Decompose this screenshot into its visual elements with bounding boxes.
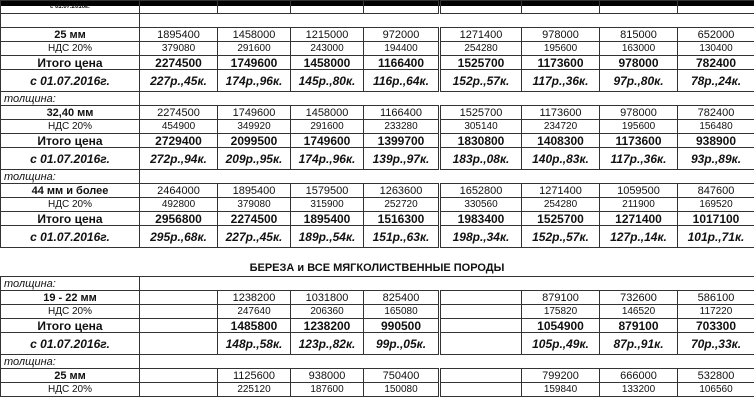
price-cell: 272р.,94к. [140,148,218,170]
table-row [1,120,754,134]
price-cell: 750400 [364,369,440,383]
price-cell: 2956800 [140,212,218,226]
table-row [1,369,754,383]
table-row [1,28,754,42]
price-cell: 315900 [291,198,364,212]
price-cell: 174р.,96к. [218,70,291,92]
row-label: с 01.07.2016г. [1,70,140,92]
price-cell: 227р.,45к. [140,70,218,92]
price-cell: 978000 [600,56,678,70]
price-cell: 1895400 [218,184,291,198]
price-cell [140,319,218,333]
price-cell: 825400 [364,291,440,305]
price-cell: 847600 [678,184,754,198]
price-cell: 254280 [440,42,522,56]
price-cell: 1271400 [440,28,522,42]
price-cell: 2274500 [140,106,218,120]
price-cell: 127р.,14к. [600,226,678,248]
price-cell: 97р.,80к. [600,70,678,92]
price-cell: 1271400 [522,184,600,198]
price-cell: 1458000 [291,56,364,70]
price-cell: 123р.,82к. [291,333,364,355]
price-cell: 174р.,96к. [291,148,364,170]
table-cell [140,14,754,28]
price-cell: 145р.,80к. [291,70,364,92]
row-label: 19 - 22 мм [1,291,140,305]
price-cell [140,369,218,383]
table-row [1,42,754,56]
price-cell: 1895400 [291,212,364,226]
table-row [1,305,754,319]
price-cell: 159840 [522,383,600,397]
price-cell: 243000 [291,42,364,56]
price-cell: 78р.,24к. [678,70,754,92]
price-cell: 1895400 [140,28,218,42]
table-cell [140,170,754,184]
price-cell: 379080 [140,42,218,56]
table-row [1,106,754,120]
price-cell: 815000 [600,28,678,42]
price-cell: 116р.,64к. [364,70,440,92]
table-row [1,148,754,170]
thickness-label: толщина: [1,277,140,291]
price-cell: 148р.,58к. [218,333,291,355]
price-cell: 291600 [218,42,291,56]
price-cell: 782400 [678,56,754,70]
price-cell: 70р.,33к. [678,333,754,355]
table-row [1,134,754,148]
price-cell: 227р.,45к. [218,226,291,248]
price-cell: 938000 [291,369,364,383]
price-cell: 1749600 [218,56,291,70]
price-cell: 117220 [678,305,754,319]
row-label: НДС 20% [1,383,140,397]
price-cell: 2464000 [140,184,218,198]
row-label: 25 мм [1,369,140,383]
table-cell [440,1,522,14]
price-cell: 163000 [600,42,678,56]
price-cell: 454900 [140,120,218,134]
price-cell: 117р.,36к. [522,70,600,92]
price-cell [440,319,522,333]
price-cell: 169520 [678,198,754,212]
price-cell: 130400 [678,42,754,56]
price-cell: 2729400 [140,134,218,148]
price-cell: 152р.,57к. [440,70,522,92]
price-table-softwood [0,276,754,397]
price-cell: 1516300 [364,212,440,226]
price-cell: 93р.,89к. [678,148,754,170]
thickness-label [1,14,140,28]
price-cell: 349920 [218,120,291,134]
price-cell: 99р.,05к. [364,333,440,355]
table-cell [140,277,754,291]
price-cell: 165080 [364,305,440,319]
price-cell: 1525700 [440,56,522,70]
price-cell [440,369,522,383]
table-cell [291,1,364,14]
table-cell [364,1,440,14]
price-cell: 1749600 [218,106,291,120]
price-cell: 379080 [218,198,291,212]
table-cell [140,92,754,106]
price-cell: 2274500 [218,212,291,226]
price-cell: 666000 [600,369,678,383]
price-cell: 2274500 [140,56,218,70]
price-cell: 106560 [678,383,754,397]
price-cell: 1525700 [440,106,522,120]
price-cell: 252720 [364,198,440,212]
price-cell: 1031800 [291,291,364,305]
price-cell [440,305,522,319]
price-cell: 1059500 [600,184,678,198]
table-row [1,291,754,305]
thickness-label: толщина: [1,170,140,184]
table-cell [140,1,218,14]
price-cell: 295р.,68к. [140,226,218,248]
price-cell: 206360 [291,305,364,319]
price-cell: 972000 [364,28,440,42]
row-label: НДС 20% [1,120,140,134]
table-row [1,14,754,28]
price-cell: 1017100 [678,212,754,226]
price-cell: 156480 [678,120,754,134]
price-cell: 195600 [600,120,678,134]
row-label: 32,40 мм [1,106,140,120]
price-cell: 117р.,36к. [600,148,678,170]
price-cell: 1238200 [291,319,364,333]
table-row [1,1,754,14]
price-cell: 1173600 [522,56,600,70]
price-cell: 105р.,49к. [522,333,600,355]
price-cell: 1173600 [600,134,678,148]
price-cell: 652000 [678,28,754,42]
price-cell: 990500 [364,319,440,333]
row-label: НДС 20% [1,305,140,319]
table-row [1,92,754,106]
table-cell [218,1,291,14]
price-cell: 586100 [678,291,754,305]
price-cell: 879100 [600,319,678,333]
price-cell: 1749600 [291,134,364,148]
table-row [1,226,754,248]
table-row [1,56,754,70]
price-cell: 247640 [218,305,291,319]
price-cell: 187600 [291,383,364,397]
price-cell: 291600 [291,120,364,134]
price-cell: 532800 [678,369,754,383]
price-cell: 233280 [364,120,440,134]
price-cell: 1263600 [364,184,440,198]
price-cell: 330560 [440,198,522,212]
table-cell [140,355,754,369]
price-cell: 1485800 [218,319,291,333]
price-cell: 1173600 [522,106,600,120]
row-label: Итого цена [1,56,140,70]
price-cell: 1166400 [364,56,440,70]
thickness-label: толщина: [1,92,140,106]
price-cell: 1271400 [600,212,678,226]
price-cell: 2099500 [218,134,291,148]
price-cell [140,305,218,319]
thickness-label: толщина: [1,355,140,369]
section-title: БЕРЕЗА и ВСЕ МЯГКОЛИСТВЕННЫЕ ПОРОДЫ [249,262,505,274]
price-cell: 189р.,54к. [291,226,364,248]
row-label: с 01.07.2016г. [1,1,140,14]
price-cell: 1525700 [522,212,600,226]
price-cell: 211900 [600,198,678,212]
price-cell: 1166400 [364,106,440,120]
price-cell: 978000 [522,28,600,42]
price-cell: 799200 [522,369,600,383]
price-cell: 146520 [600,305,678,319]
table-row [1,383,754,397]
price-cell: 140р.,83к. [522,148,600,170]
row-label: с 01.07.2016г. [1,148,140,170]
row-label: Итого цена [1,212,140,226]
row-label: Итого цена [1,319,140,333]
price-cell: 1458000 [291,106,364,120]
price-cell: 152р.,57к. [522,226,600,248]
table-row [1,70,754,92]
price-cell: 1215000 [291,28,364,42]
price-cell: 198р.,34к. [440,226,522,248]
table-cell [678,1,754,14]
price-cell: 1830800 [440,134,522,148]
price-cell: 1408300 [522,134,600,148]
price-cell: 305140 [440,120,522,134]
price-cell: 1652800 [440,184,522,198]
price-cell: 209р.,95к. [218,148,291,170]
table-cell [522,1,600,14]
price-cell: 151р.,63к. [364,226,440,248]
row-label: 44 мм и более [1,184,140,198]
price-cell: 225120 [218,383,291,397]
table-row [1,277,754,291]
row-label: с 01.07.2016г. [1,226,140,248]
row-label: с 01.07.2016г. [1,333,140,355]
price-cell: 703300 [678,319,754,333]
price-cell: 1458000 [218,28,291,42]
price-cell: 1983400 [440,212,522,226]
price-cell [440,291,522,305]
price-cell: 492800 [140,198,218,212]
price-cell: 1579500 [291,184,364,198]
price-cell: 1238200 [218,291,291,305]
table-cell [600,1,678,14]
price-cell: 195600 [522,42,600,56]
price-cell: 175820 [522,305,600,319]
price-cell [140,291,218,305]
price-cell [140,333,218,355]
price-cell: 87р.,91к. [600,333,678,355]
table-row [1,170,754,184]
price-cell: 194400 [364,42,440,56]
row-label: НДС 20% [1,198,140,212]
price-cell: 150080 [364,383,440,397]
table-row [1,184,754,198]
row-label: НДС 20% [1,42,140,56]
price-cell: 732600 [600,291,678,305]
price-cell: 978000 [600,106,678,120]
price-cell [440,383,522,397]
price-cell: 1399700 [364,134,440,148]
row-label: Итого цена [1,134,140,148]
price-cell: 1125600 [218,369,291,383]
price-cell: 101р.,71к. [678,226,754,248]
table-row [1,355,754,369]
table-row [1,333,754,355]
row-label: 25 мм [1,28,140,42]
price-cell [140,383,218,397]
price-cell: 782400 [678,106,754,120]
table-row [1,198,754,212]
table-row [1,212,754,226]
price-cell: 1054900 [522,319,600,333]
price-cell: 879100 [522,291,600,305]
price-cell: 183р.,08к. [440,148,522,170]
price-cell: 133200 [600,383,678,397]
price-cell: 234720 [522,120,600,134]
price-cell: 938900 [678,134,754,148]
price-cell [440,333,522,355]
table-row [1,319,754,333]
price-cell: 139р.,97к. [364,148,440,170]
price-cell: 254280 [522,198,600,212]
